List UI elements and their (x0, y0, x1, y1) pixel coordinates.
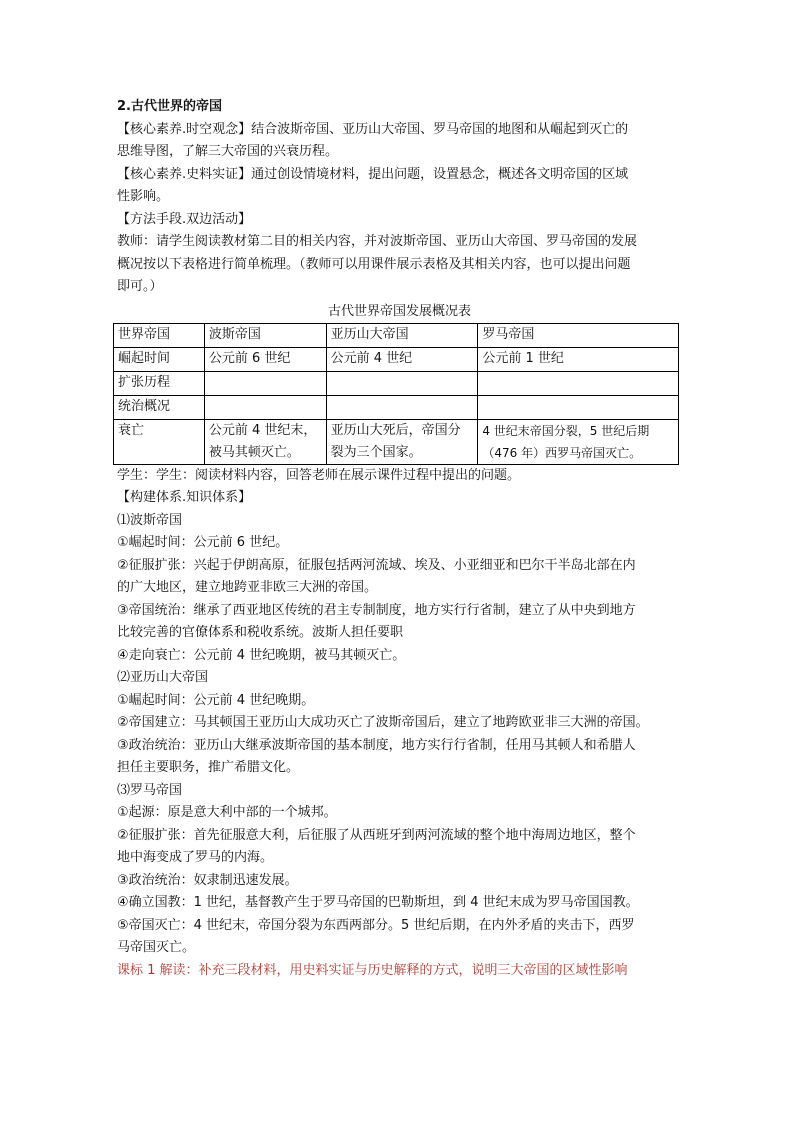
list-item: ④走向衰亡：公元前 4 世纪晚期，被马其顿灭亡。 (117, 647, 406, 663)
table-header-cell: 世界帝国 (114, 323, 205, 347)
persia-title: ⑴波斯帝国 (117, 512, 183, 528)
list-item: ③政治统治：奴隶制迅速发展。 (117, 872, 298, 888)
cell-line: 裂为三个国家。 (330, 444, 422, 460)
core-literacy-evidence: 【核心素养.史料实证】通过创设情境材料，提出问题，设置悬念，概述各文明帝国的区域 (117, 166, 629, 182)
table-cell (326, 395, 478, 419)
table-row (114, 347, 679, 371)
student-response: 学生：学生：阅读材料内容，回答老师在展示课件过程中提出的问题。 (117, 467, 521, 483)
table-row (114, 371, 679, 395)
rome-title: ⑶罗马帝国 (117, 782, 183, 798)
cell-line: 公元前 4 世纪末， (208, 422, 317, 438)
document-page (117, 96, 682, 982)
table-row (114, 395, 679, 419)
list-item: 马帝国灭亡。 (117, 940, 196, 955)
table-cell (204, 395, 326, 419)
list-item: ⑤帝国灭亡：4 世纪末，帝国分裂为东西两部分。5 世纪后期，在内外矛盾的夹击下，西罗 (117, 917, 635, 933)
list-item: ①起源：原是意大利中部的一个城邦。 (117, 805, 337, 820)
section-heading: 2.古代世界的帝国 (117, 99, 222, 114)
teacher-instruction-3: 即可。） (117, 279, 163, 294)
method-heading: 【方法手段.双边活动】 (117, 211, 252, 227)
table-cell: 崛起时间 (114, 347, 205, 371)
table-header-cell: 罗马帝国 (478, 323, 679, 347)
empire-overview-table (113, 323, 679, 465)
list-item: 地中海变成了罗马的内海。 (117, 850, 274, 865)
table-header-cell: 波斯帝国 (204, 323, 326, 347)
list-item: ②征服扩张：兴起于伊朗高原，征服包括两河流域、埃及、小亚细亚和巴尔干半岛北部在内 (117, 557, 636, 573)
table-cell (478, 395, 679, 419)
cell-line: 4 世纪末帝国分裂，5 世纪后期 (482, 423, 650, 438)
list-item: ④确立国教：1 世纪，基督教产生于罗马帝国的巴勒斯坦，到 4 世纪末成为罗马帝国国教。 (117, 895, 639, 910)
cell-line: 亚历山大死后，帝国分 (330, 422, 461, 438)
table-cell: 统治概况 (114, 395, 205, 419)
table-cell (326, 419, 478, 464)
table-cell (204, 419, 326, 464)
table-header-cell: 亚历山大帝国 (326, 323, 478, 347)
list-item: ①崛起时间：公元前 6 世纪。 (117, 535, 289, 550)
table-cell: 扩张历程 (114, 371, 205, 395)
list-item: ①崛起时间：公元前 4 世纪晚期。 (117, 692, 315, 708)
list-item: ③政治统治：亚历山大继承波斯帝国的基本制度，地方实行行省制，任用马其顿人和希腊人 (117, 737, 636, 753)
core-literacy-time-cont: 思维导图，了解三大帝国的兴衰历程。 (117, 144, 339, 159)
table-cell: 衰亡 (114, 419, 205, 464)
system-heading: 【构建体系.知识体系】 (117, 490, 252, 505)
table-caption: 古代世界帝国发展概况表 (327, 303, 471, 319)
table-row-decline (114, 419, 679, 464)
list-item: ②征服扩张：首先征服意大利，后征服了从西班牙到两河流域的整个地中海周边地区，整个 (117, 827, 636, 843)
cell-line: （476 年）西罗马帝国灭亡。 (482, 445, 642, 460)
table-cell: 公元前 1 世纪 (478, 347, 679, 371)
table-cell: 公元前 4 世纪 (326, 347, 478, 371)
list-item: 比较完善的官僚体系和税收系统。波斯人担任要职 (117, 625, 404, 640)
table-cell (204, 371, 326, 395)
teacher-instruction-2: 概况按以下表格进行简单梳理。（教师可以用课件展示表格及其相关内容，也可以提出问题 (117, 256, 631, 272)
list-item: 的广大地区，建立地跨亚非欧三大洲的帝国。 (117, 580, 378, 595)
alexander-title: ⑵亚历山大帝国 (117, 670, 209, 685)
core-literacy-time: 【核心素养.时空观念】结合波斯帝国、亚历山大帝国、罗马帝国的地图和从崛起到灭亡的 (117, 121, 629, 137)
list-item: 担任主要职务，推广希腊文化。 (117, 760, 300, 775)
cell-line: 被马其顿灭亡。 (208, 444, 300, 460)
table-cell (478, 371, 679, 395)
list-item: ③帝国统治：继承了西亚地区传统的君主专制制度，地方实行行省制，建立了从中央到地方 (117, 602, 636, 618)
curriculum-standard-note: 课标 1 解读：补充三段材料，用史料实证与历史解释的方式，说明三大帝国的区域性影响 (117, 962, 628, 978)
table-cell: 公元前 6 世纪 (204, 347, 326, 371)
list-item: ②帝国建立：马其顿国王亚历山大成功灭亡了波斯帝国后，建立了地跨欧亚非三大洲的帝国。 (117, 715, 649, 730)
table-cell (326, 371, 478, 395)
teacher-instruction-1: 教师：请学生阅读教材第二目的相关内容，并对波斯帝国、亚历山大帝国、罗马帝国的发展 (117, 234, 638, 249)
table-header-row (114, 323, 679, 347)
table-cell (478, 419, 679, 464)
core-literacy-evidence-cont: 性影响。 (117, 189, 170, 204)
